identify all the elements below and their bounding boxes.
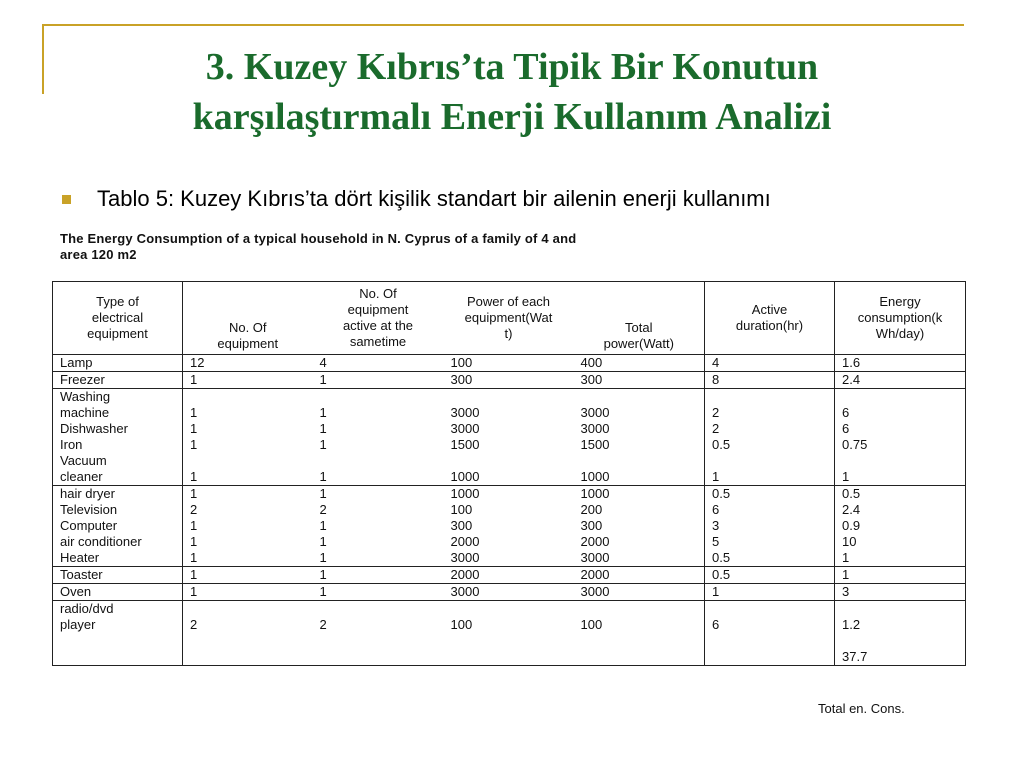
cell-count: 2: [183, 502, 313, 518]
table-row: [53, 584, 966, 601]
table-row: [53, 389, 966, 422]
cell-equipment-type: [53, 534, 183, 550]
table-header-row: [53, 282, 966, 355]
empty-cell: [183, 633, 313, 666]
cell-total: 300: [574, 372, 705, 389]
header-line: Energy: [879, 294, 921, 309]
equipment-type-line: radio/dvd: [60, 601, 114, 616]
cell-duration: 1: [705, 453, 835, 486]
equipment-type-line: Dishwasher: [60, 421, 128, 436]
cell-energy: 1: [835, 550, 966, 567]
cell-duration: 2: [705, 389, 835, 422]
cell-power: 1500: [450, 437, 480, 452]
table-row: [53, 534, 966, 550]
table-row: [53, 502, 966, 518]
cell-power: 3000: [450, 405, 480, 420]
cell-power: 100: [444, 355, 574, 372]
cell-energy: 6: [835, 421, 966, 437]
cell-count: 2: [183, 601, 313, 634]
cell-active: 1: [313, 372, 444, 389]
cell-equipment-type: [53, 601, 183, 634]
cell-equipment-type: [53, 372, 183, 389]
cell-equipment-type: [53, 502, 183, 518]
cell-total: 100: [574, 601, 705, 634]
bullet-text: Tablo 5: Kuzey Kıbrıs’ta dört kişilik standart bir ailenin enerji kullanımı: [97, 186, 771, 211]
cell-total: 300: [574, 518, 705, 534]
square-bullet-icon: [62, 195, 71, 204]
cell-power: 100: [450, 502, 473, 517]
cell-active: 1: [319, 437, 327, 452]
cell-total: 400: [574, 355, 705, 372]
cell-power: 300: [450, 518, 473, 533]
cell-count: 1: [183, 437, 313, 453]
cell-total: 3000: [574, 550, 705, 567]
slide-title: [60, 42, 964, 142]
table-caption-line-2: area 120 m2: [60, 247, 137, 262]
table-row: [53, 453, 966, 486]
table-row: [53, 550, 966, 567]
cell-active: 1: [313, 550, 444, 567]
cell-equipment-type: [53, 437, 183, 453]
equipment-type-line: Lamp: [60, 355, 93, 370]
cell-active: 1: [313, 584, 444, 601]
header-count: [183, 282, 313, 355]
header-line: power(Watt): [603, 336, 674, 351]
frame-left-line: [42, 24, 44, 94]
table-total-row: [53, 633, 966, 666]
table-row: [53, 486, 966, 503]
cell-duration: 0.5: [705, 567, 835, 584]
table-caption: [60, 231, 710, 263]
cell-total: 200: [574, 502, 705, 518]
equipment-type-line: Television: [60, 502, 118, 517]
cell-energy: 0.5: [835, 486, 966, 503]
cell-count: 12: [183, 355, 313, 372]
header-energy: [835, 282, 966, 355]
equipment-type-line: Oven: [60, 584, 92, 599]
energy-consumption-table: [52, 281, 966, 666]
header-line: Power of each: [466, 294, 551, 309]
equipment-type-line: Freezer: [60, 372, 105, 387]
slide-title-line-2: karşılaştırmalı Enerji Kullanım Analizi: [192, 96, 832, 138]
table-row: [53, 355, 966, 372]
slide-title-line-1: 3. Kuzey Kıbrıs’ta Tipik Bir Konutun: [205, 46, 819, 88]
equipment-type-line: Computer: [60, 518, 118, 533]
cell-total: 1000: [574, 486, 705, 503]
cell-active: 1: [319, 534, 327, 549]
cell-duration: 5: [705, 534, 835, 550]
cell-total: 2000: [574, 534, 705, 550]
header-line: Active: [751, 302, 788, 317]
table-caption-line-1: The Energy Consumption of a typical household in N. Cyprus of a family of 4 and: [60, 231, 577, 246]
cell-duration: 0.5: [705, 550, 835, 567]
bullet-item: [62, 186, 771, 212]
cell-energy: 2.4: [835, 502, 966, 518]
equipment-type-line: player: [60, 617, 96, 632]
cell-count: 1: [183, 584, 313, 601]
cell-count: 1: [183, 534, 313, 550]
cell-total: 1000: [574, 453, 705, 486]
cell-active: 1: [319, 421, 327, 436]
total-consumption-value: 37.7: [835, 633, 966, 666]
cell-equipment-type: [53, 389, 183, 422]
cell-count: 1: [183, 486, 313, 503]
equipment-type-line: air conditioner: [60, 534, 142, 549]
cell-active: 2: [319, 502, 327, 517]
cell-total: 2000: [574, 567, 705, 584]
cell-active: 4: [313, 355, 444, 372]
empty-cell: [313, 633, 444, 666]
cell-power: 300: [444, 372, 574, 389]
cell-equipment-type: [53, 453, 183, 486]
empty-cell: [444, 633, 574, 666]
cell-equipment-type: [53, 567, 183, 584]
header-line: equipment(Wat: [464, 310, 553, 325]
table-row: [53, 601, 966, 634]
cell-count: 1: [183, 550, 313, 567]
equipment-type-line: Iron: [60, 437, 83, 452]
header-active: [313, 282, 444, 355]
cell-energy: 2.4: [835, 372, 966, 389]
cell-duration: 2: [705, 421, 835, 437]
cell-duration: 1: [705, 584, 835, 601]
cell-active: 1: [319, 518, 327, 533]
cell-count: 1: [183, 389, 313, 422]
equipment-type-line: Heater: [60, 550, 100, 565]
header-line: t): [504, 326, 513, 341]
header-line: equipment: [217, 336, 279, 351]
cell-count: 1: [183, 453, 313, 486]
cell-power: 3000: [444, 550, 574, 567]
equipment-type-line: hair dryer: [60, 486, 115, 501]
header-line: electrical: [91, 310, 144, 325]
header-line: active at the: [342, 318, 414, 333]
header-power: [444, 282, 574, 355]
header-line: duration(hr): [735, 318, 804, 333]
equipment-type-line: Toaster: [60, 567, 103, 582]
cell-count: 1: [183, 518, 313, 534]
cell-total: 3000: [574, 584, 705, 601]
header-line: consumption(k: [857, 310, 943, 325]
header-type: [53, 282, 183, 355]
frame-top-line: [42, 24, 964, 26]
cell-equipment-type: [53, 421, 183, 437]
cell-equipment-type: [53, 550, 183, 567]
table-row: [53, 372, 966, 389]
cell-power: 2000: [450, 534, 480, 549]
cell-active: 1: [313, 567, 444, 584]
equipment-type-line: cleaner: [60, 469, 103, 484]
table-body: [53, 355, 966, 666]
empty-cell: [53, 633, 183, 666]
cell-power: 100: [450, 617, 473, 632]
cell-active: 2: [319, 617, 327, 632]
cell-total: 3000: [574, 389, 705, 422]
cell-active: 1: [319, 486, 327, 501]
cell-equipment-type: [53, 518, 183, 534]
header-line: sametime: [349, 334, 407, 349]
cell-energy: 10: [835, 534, 966, 550]
cell-power: 1000: [444, 453, 574, 486]
table-row: [53, 421, 966, 437]
cell-power: 1000: [450, 486, 480, 501]
cell-power: 3000: [450, 421, 480, 436]
cell-power: 2000: [444, 567, 574, 584]
cell-energy: 1.6: [835, 355, 966, 372]
cell-duration: 0.5: [705, 437, 835, 453]
header-line: No. Of: [228, 320, 267, 335]
header-duration: [705, 282, 835, 355]
equipment-type-line: machine: [60, 405, 110, 420]
header-line: Total: [625, 320, 653, 335]
equipment-type-line: Washing: [60, 389, 111, 404]
cell-equipment-type: [53, 355, 183, 372]
cell-energy: 6: [835, 389, 966, 422]
cell-duration: 0.5: [705, 486, 835, 503]
cell-equipment-type: [53, 584, 183, 601]
header-line: Wh/day): [875, 326, 925, 341]
cell-active: 1: [319, 405, 327, 420]
cell-energy: 1: [835, 453, 966, 486]
cell-duration: 4: [705, 355, 835, 372]
cell-equipment-type: [53, 486, 183, 503]
cell-duration: 8: [705, 372, 835, 389]
cell-duration: 6: [705, 502, 835, 518]
cell-total: 3000: [574, 421, 705, 437]
equipment-type-line: Vacuum: [60, 453, 107, 468]
header-line: equipment: [87, 326, 148, 341]
cell-energy: 0.75: [835, 437, 966, 453]
total-consumption-label: Total en. Cons.: [818, 701, 905, 716]
table-row: [53, 518, 966, 534]
cell-active: 1: [313, 453, 444, 486]
cell-power: 3000: [444, 584, 574, 601]
table-row: [53, 437, 966, 453]
cell-count: 1: [183, 567, 313, 584]
cell-count: 1: [183, 421, 313, 437]
header-line: Type of: [96, 294, 139, 309]
cell-energy: 1: [835, 567, 966, 584]
header-line: No. Of: [359, 286, 397, 301]
cell-energy: 1.2: [835, 601, 966, 634]
cell-duration: 6: [705, 601, 835, 634]
cell-total: 1500: [574, 437, 705, 453]
empty-cell: [574, 633, 705, 666]
cell-duration: 3: [705, 518, 835, 534]
cell-energy: 0.9: [835, 518, 966, 534]
table-row: [53, 567, 966, 584]
header-line: equipment: [347, 302, 409, 317]
empty-cell: [705, 633, 835, 666]
cell-energy: 3: [835, 584, 966, 601]
header-total: [574, 282, 705, 355]
cell-count: 1: [183, 372, 313, 389]
